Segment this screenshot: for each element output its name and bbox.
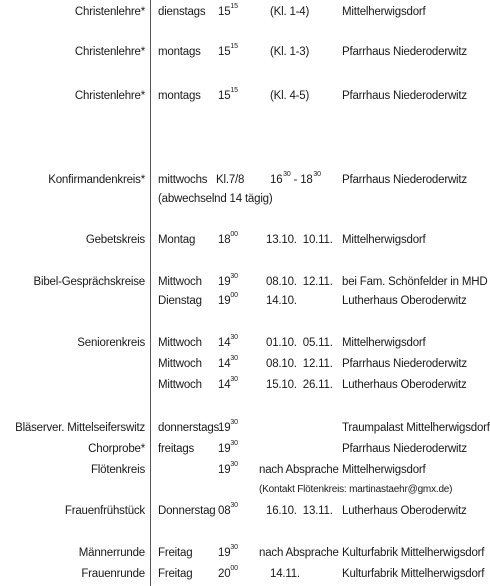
group-name: Chorprobe* <box>88 443 145 455</box>
day: Dienstag <box>158 295 202 307</box>
dates: 08.10. 12.11. <box>266 276 333 288</box>
time: $08^{30}$ <box>218 502 238 517</box>
time: $20^{00}$ <box>218 565 238 580</box>
day: montags <box>158 90 201 102</box>
time-range: 16 $^{30}$ - 18 $^{30}$ <box>270 171 321 186</box>
table-row <box>0 420 490 436</box>
time: $19^{30}$ <box>218 440 238 455</box>
group-name: Christenlehre* <box>74 6 145 18</box>
table-row <box>0 44 490 60</box>
place: Pfarrhaus Niederoderwitz <box>342 90 467 102</box>
place: Mittelherwigsdorf <box>342 6 426 18</box>
table-row <box>0 462 490 478</box>
schedule-note: (abwechselnd 14 tägig) <box>158 193 273 205</box>
place: Traumpalast Mittelherwigsdorf <box>342 422 490 434</box>
place: Kulturfabrik Mittelherwigsdorf <box>342 547 485 559</box>
table-row <box>0 4 490 20</box>
time: $19^{30}$ <box>218 544 238 559</box>
day: montags <box>158 46 201 58</box>
time: $18^{00}$ <box>218 231 238 246</box>
table-row <box>0 172 490 188</box>
day: Donnerstag <box>158 505 216 517</box>
dates: 14.10. <box>266 295 297 307</box>
day: Mittwoch <box>158 276 202 288</box>
time: $19^{30}$ <box>218 273 238 288</box>
place: bei Fam. Schönfelder in MHD <box>342 276 488 288</box>
table-row <box>0 377 490 393</box>
table-row <box>0 356 490 372</box>
place: Pfarrhaus Niederoderwitz <box>342 174 467 186</box>
place: Mittelherwigsdorf <box>342 234 426 246</box>
day: donnerstags <box>158 422 220 434</box>
time: $14^{30}$ <box>218 355 238 370</box>
day: Mittwoch <box>158 337 202 349</box>
group-name: Konfirmandenkreis* <box>48 174 145 186</box>
table-row <box>0 293 490 309</box>
table-row <box>0 545 490 561</box>
day: freitags <box>158 443 195 455</box>
table-row <box>0 335 490 351</box>
place: Pfarrhaus Niederoderwitz <box>342 46 467 58</box>
contact-note: (Kontakt Flötenkreis: martinastaehr@gmx.de) <box>259 484 453 495</box>
dates: 08.10. 12.11. <box>266 358 333 370</box>
time: $14^{30}$ <box>218 334 238 349</box>
day: Montag <box>158 234 196 246</box>
table-row-note <box>0 482 490 498</box>
day: dienstags <box>158 6 206 18</box>
class-range: (Kl. 1-3) <box>270 46 310 58</box>
group-name: Seniorenkreis <box>77 337 145 349</box>
class-range: (Kl. 4-5) <box>270 90 310 102</box>
day: Freitag <box>158 568 193 580</box>
class-range: (Kl. 1-4) <box>270 6 310 18</box>
time: $19^{00}$ <box>218 292 238 307</box>
group-name: Christenlehre* <box>74 46 145 58</box>
table-row <box>0 566 490 582</box>
group-name: Frauenrunde <box>81 568 145 580</box>
dates: 01.10. 05.11. <box>266 337 333 349</box>
time: $14^{30}$ <box>218 376 238 391</box>
group-name: Bibel-Gesprächskreise <box>33 276 145 288</box>
place: Lutherhaus Oberoderwitz <box>342 505 467 517</box>
place: Lutherhaus Oberoderwitz <box>342 379 467 391</box>
time: $15^{15}$ <box>218 87 238 102</box>
dates: 15.10. 26.11. <box>266 379 333 391</box>
place: Mittelherwigsdorf <box>342 464 426 476</box>
dates: nach Absprache <box>259 464 339 476</box>
group-name: Christenlehre* <box>74 90 145 102</box>
table-row <box>0 503 490 519</box>
day: Freitag <box>158 547 193 559</box>
table-row <box>0 274 490 290</box>
place: Pfarrhaus Niederoderwitz <box>342 443 467 455</box>
table-row <box>0 441 490 457</box>
time: $19^{30}$ <box>218 461 238 476</box>
table-row-note <box>0 191 490 207</box>
day: Mittwoch <box>158 358 202 370</box>
group-name: Flötenkreis <box>90 464 145 476</box>
day: Mittwoch <box>158 379 202 391</box>
dates: 13.10. 10.11. <box>266 234 333 246</box>
group-name: Gebetskreis <box>85 234 145 246</box>
day: mittwochs <box>158 174 208 186</box>
place: Kulturfabrik Mittelherwigsdorf <box>342 568 485 580</box>
time: $15^{15}$ <box>218 3 238 18</box>
table-row <box>0 88 490 104</box>
place: Pfarrhaus Niederoderwitz <box>342 358 467 370</box>
class-range: Kl.7/8 <box>216 174 245 186</box>
time: $15^{15}$ <box>218 43 238 58</box>
dates: 16.10. 13.11. <box>266 505 333 517</box>
place: Lutherhaus Oberoderwitz <box>342 295 467 307</box>
group-name: Männerrunde <box>78 547 145 559</box>
group-name: Frauenfrühstück <box>64 505 145 517</box>
time: $19^{30}$ <box>218 419 238 434</box>
dates: nach Absprache <box>259 547 339 559</box>
dates: 14.11. <box>270 568 300 580</box>
table-row <box>0 232 490 248</box>
place: Mittelherwigsdorf <box>342 337 426 349</box>
group-name: Bläserver. Mittelseiferswitz <box>15 422 145 434</box>
